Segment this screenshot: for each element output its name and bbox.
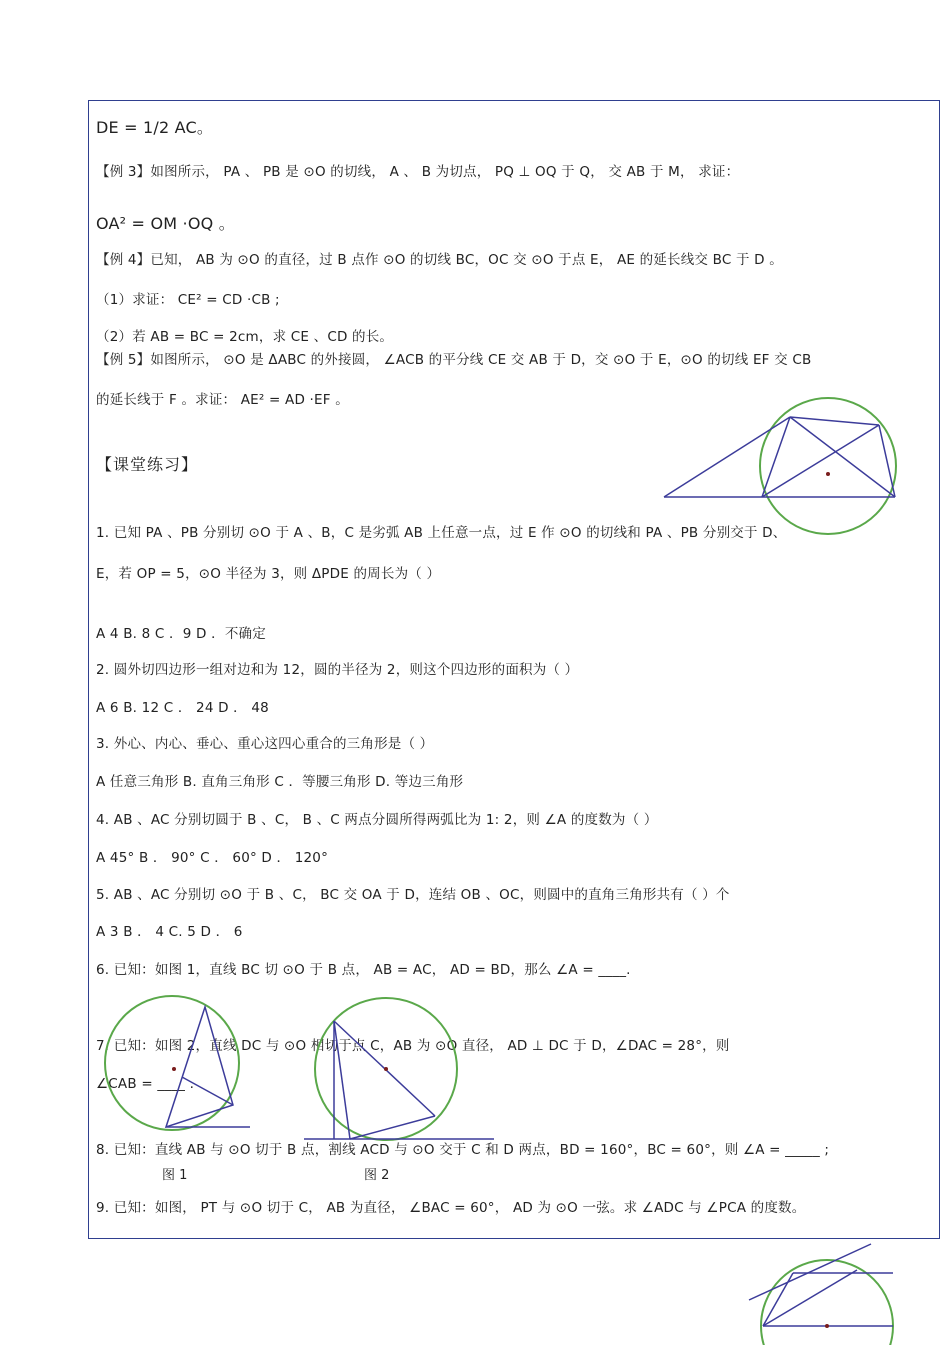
- question-4: 4. AB 、AC 分别切圆于 B 、C， B 、C 两点分圆所得两弧比为 1: 2，则 ∠A 的度数为（ ）: [96, 812, 658, 828]
- question-2-options: A 6 B. 12 C ． 24 D ． 48: [96, 700, 269, 716]
- question-1-line-2: E，若 OP = 5，⊙O 半径为 3，则 ΔPDE 的周长为（ ）: [96, 566, 441, 582]
- figure-1: [100, 995, 250, 1130]
- example-5-claim: 的延长线于 F 。求证： AE² = AD ·EF 。: [96, 392, 349, 408]
- question-9-figure: [745, 1240, 950, 1345]
- question-5: 5. AB 、AC 分别切 ⊙O 于 B 、C， BC 交 OA 于 D，连结 OB 、OC，则圆中的直角三角形共有（ ）个: [96, 887, 730, 903]
- section-title: 【课堂练习】: [96, 455, 199, 474]
- figure-2-caption: 图 2: [364, 1168, 390, 1183]
- example-3-claim: OA² = OM ·OQ 。: [96, 214, 235, 233]
- example-3-statement: 【例 3】如图所示， PA 、 PB 是 ⊙O 的切线， A 、 B 为切点， PQ ⊥ OQ 于 Q， 交 AB 于 M， 求证：: [96, 164, 740, 180]
- example-4-part-1: （1）求证： CE² = CD ·CB ;: [96, 292, 280, 308]
- question-4-options: A 45° B ． 90° C ． 60° D ． 120°: [96, 850, 329, 866]
- question-3: 3. 外心、内心、垂心、重心这四心重合的三角形是（ ）: [96, 736, 434, 752]
- question-7-line-1: 7. 已知：如图 2，直线 DC 与 ⊙O 相切于点 C，AB 为 ⊙O 直径， AD ⊥ DC 于 D，∠DAC = 28°，则: [96, 1038, 730, 1054]
- example-4-part-2: （2）若 AB = BC = 2cm，求 CE 、CD 的长。: [96, 329, 394, 345]
- question-3-options: A 任意三角形 B. 直角三角形 C ．等腰三角形 D. 等边三角形: [96, 774, 464, 790]
- question-8: 8. 已知：直线 AB 与 ⊙O 切于 B 点，割线 ACD 与 ⊙O 交于 C 和 D 两点，BD = 160°，BC = 60°，则 ∠A = _____ ;: [96, 1142, 830, 1158]
- example-5-statement: 【例 5】如图所示， ⊙O 是 ΔABC 的外接圆， ∠ACB 的平分线 CE 交 AB 于 D，交 ⊙O 于 E，⊙O 的切线 EF 交 CB: [96, 352, 812, 368]
- example-4-statement: 【例 4】已知， AB 为 ⊙O 的直径，过 B 点作 ⊙O 的切线 BC，OC 交 ⊙O 于点 E， AE 的延长线交 BC 于 D 。: [96, 252, 783, 268]
- figure-2: [300, 995, 500, 1145]
- figure-1-caption: 图 1: [162, 1168, 188, 1183]
- text-line: DE = 1/2 AC。: [96, 118, 214, 137]
- question-1-line-1: 1. 已知 PA 、PB 分别切 ⊙O 于 A 、B，C 是劣弧 AB 上任意一点，过 E 作 ⊙O 的切线和 PA 、PB 分别交于 D、: [96, 525, 787, 541]
- question-1-options: A 4 B. 8 C ．9 D ．不确定: [96, 626, 266, 642]
- question-6: 6. 已知：如图 1，直线 BC 切 ⊙O 于 B 点， AB = AC， AD = BD，那么 ∠A = ____.: [96, 962, 631, 978]
- example-5-figure: [660, 400, 905, 505]
- question-2: 2. 圆外切四边形一组对边和为 12，圆的半径为 2，则这个四边形的面积为（ ）: [96, 662, 579, 678]
- question-7-line-2: ∠CAB = ____ .: [96, 1076, 195, 1092]
- question-5-options: A 3 B ． 4 C. 5 D ． 6: [96, 924, 243, 940]
- question-9: 9. 已知：如图， PT 与 ⊙O 切于 C， AB 为直径， ∠BAC = 60°， AD 为 ⊙O 一弦。求 ∠ADC 与 ∠PCA 的度数。: [96, 1200, 806, 1216]
